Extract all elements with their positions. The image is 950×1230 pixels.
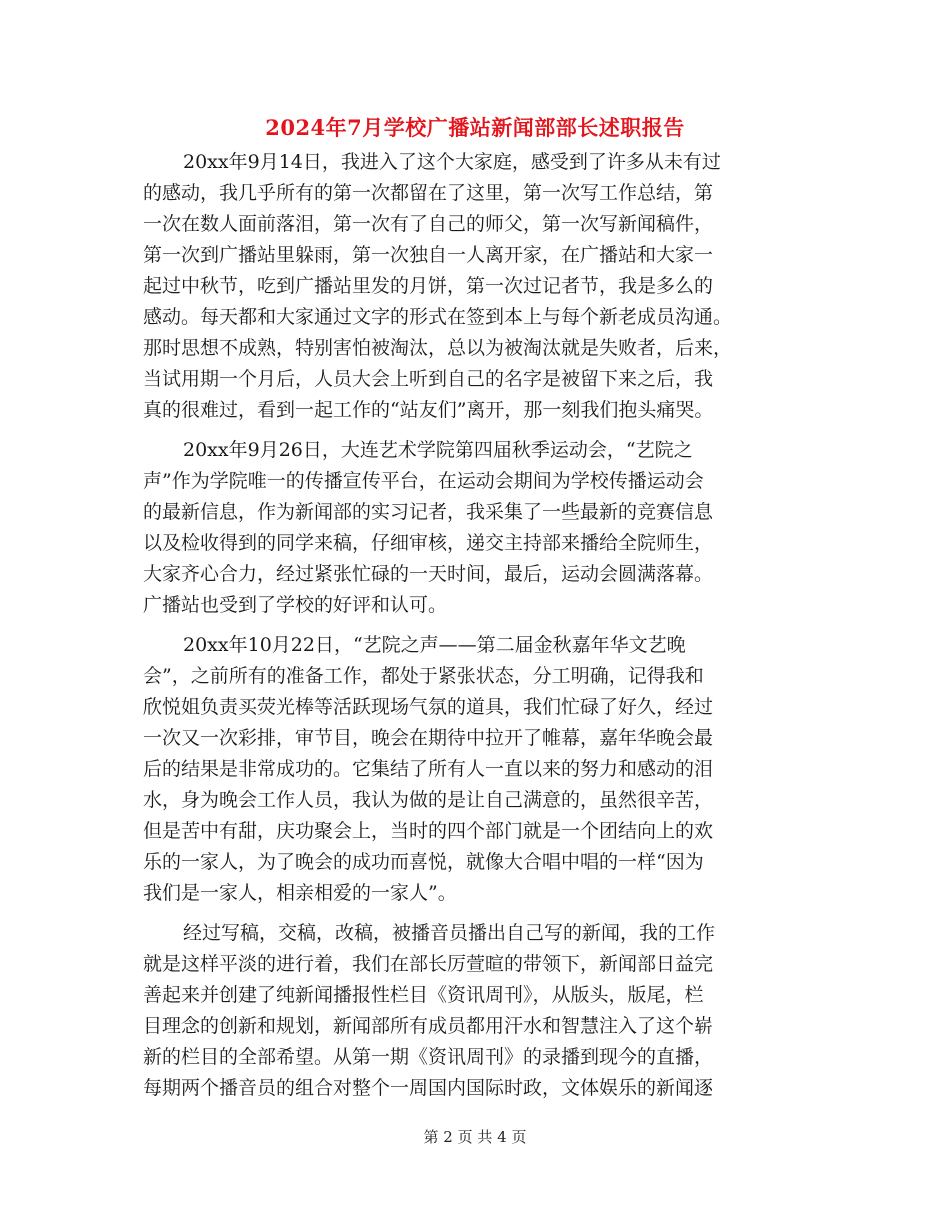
paragraph-line: 经过写稿，交稿，改稿，被播音员播出自己写的新闻，我的工作 xyxy=(183,922,716,944)
paragraph-line: 当试用期一个月后，人员大会上听到自己的名字是被留下来之后，我 xyxy=(143,368,714,390)
paragraph xyxy=(143,147,813,426)
paragraph-line: 一次又一次彩排，审节目，晚会在期待中拉开了帷幕，嘉年华晚会最 xyxy=(143,727,714,749)
paragraph-line: 的最新信息，作为新闻部的实习记者，我采集了一些最新的竞赛信息 xyxy=(143,501,714,523)
paragraph-line: 每期两个播音员的组合对整个一周国内国际时政，文体娱乐的新闻逐 xyxy=(143,1077,714,1099)
paragraph-line: 那时思想不成熟，特别害怕被淘汰，总以为被淘汰就是失败者，后来， xyxy=(143,337,733,359)
paragraph-line: 声”作为学院唯一的传播宣传平台，在运动会期间为学校传播运动会 xyxy=(143,470,704,492)
paragraph xyxy=(143,435,813,621)
paragraph-line: 欣悦姐负责买荧光棒等活跃现场气氛的道具，我们忙碌了好久，经过 xyxy=(143,696,714,718)
paragraph-line: 广播站也受到了学校的好评和认可。 xyxy=(143,594,448,616)
paragraph-line: 会”，之前所有的准备工作，都处于紧张状态，分工明确，记得我和 xyxy=(143,665,704,687)
paragraph-line: 的感动，我几乎所有的第一次都留在了这里，第一次写工作总结，第 xyxy=(143,182,714,204)
paragraph-line: 新的栏目的全部希望。从第一期《资讯周刊》的录播到现今的直播， xyxy=(143,1046,714,1068)
paragraph-line: 水，身为晚会工作人员，我认为做的是让自己满意的，虽然很辛苦， xyxy=(143,789,714,811)
page-footer: 第 2 页 共 4 页 xyxy=(423,1128,527,1146)
document-body xyxy=(143,147,813,1113)
paragraph xyxy=(143,630,813,909)
paragraph-line: 20xx年9月26日，大连艺术学院第四届秋季运动会，“艺院之 xyxy=(183,439,693,461)
paragraph-line: 起过中秋节，吃到广播站里发的月饼，第一次过记者节，我是多么的 xyxy=(143,275,714,297)
paragraph-line: 第一次到广播站里躲雨，第一次独自一人离开家，在广播站和大家一 xyxy=(143,244,714,266)
document-title: 2024年7月学校广播站新闻部部长述职报告 xyxy=(265,115,685,140)
paragraph-line: 但是苦中有甜，庆功聚会上，当时的四个部门就是一个团结向上的欢 xyxy=(143,820,714,842)
paragraph-line: 善起来并创建了纯新闻播报性栏目《资讯周刊》，从版头，版尾，栏 xyxy=(143,984,704,1006)
paragraph-line: 以及检收得到的同学来稿，仔细审核，递交主持部来播给全院师生， xyxy=(143,532,714,554)
paragraph xyxy=(143,918,813,1104)
paragraph-line: 一次在数人面前落泪，第一次有了自己的师父，第一次写新闻稿件， xyxy=(143,213,714,235)
paragraph-line: 后的结果是非常成功的。它集结了所有人一直以来的努力和感动的泪 xyxy=(143,758,714,780)
paragraph-line: 真的很难过，看到一起工作的“站友们”离开，那一刻我们抱头痛哭。 xyxy=(143,399,714,421)
paragraph-line: 我们是一家人，相亲相爱的一家人”。 xyxy=(143,882,457,904)
paragraph-line: 就是这样平淡的进行着，我们在部长厉萱暄的带领下，新闻部日益完 xyxy=(143,953,714,975)
paragraph-line: 感动。每天都和大家通过文字的形式在签到本上与每个新老成员沟通。 xyxy=(143,306,733,328)
paragraph-line: 乐的一家人，为了晚会的成功而喜悦，就像大合唱中唱的一样“因为 xyxy=(143,851,704,873)
paragraph-line: 目理念的创新和规划，新闻部所有成员都用汗水和智慧注入了这个崭 xyxy=(143,1015,714,1037)
paragraph-line: 大家齐心合力，经过紧张忙碌的一天时间，最后，运动会圆满落幕。 xyxy=(143,563,714,585)
paragraph-line: 20xx年9月14日，我进入了这个大家庭，感受到了许多从未有过 xyxy=(183,151,721,173)
paragraph-line: 20xx年10月22日，“艺院之声——第二届金秋嘉年华文艺晚 xyxy=(183,634,686,656)
